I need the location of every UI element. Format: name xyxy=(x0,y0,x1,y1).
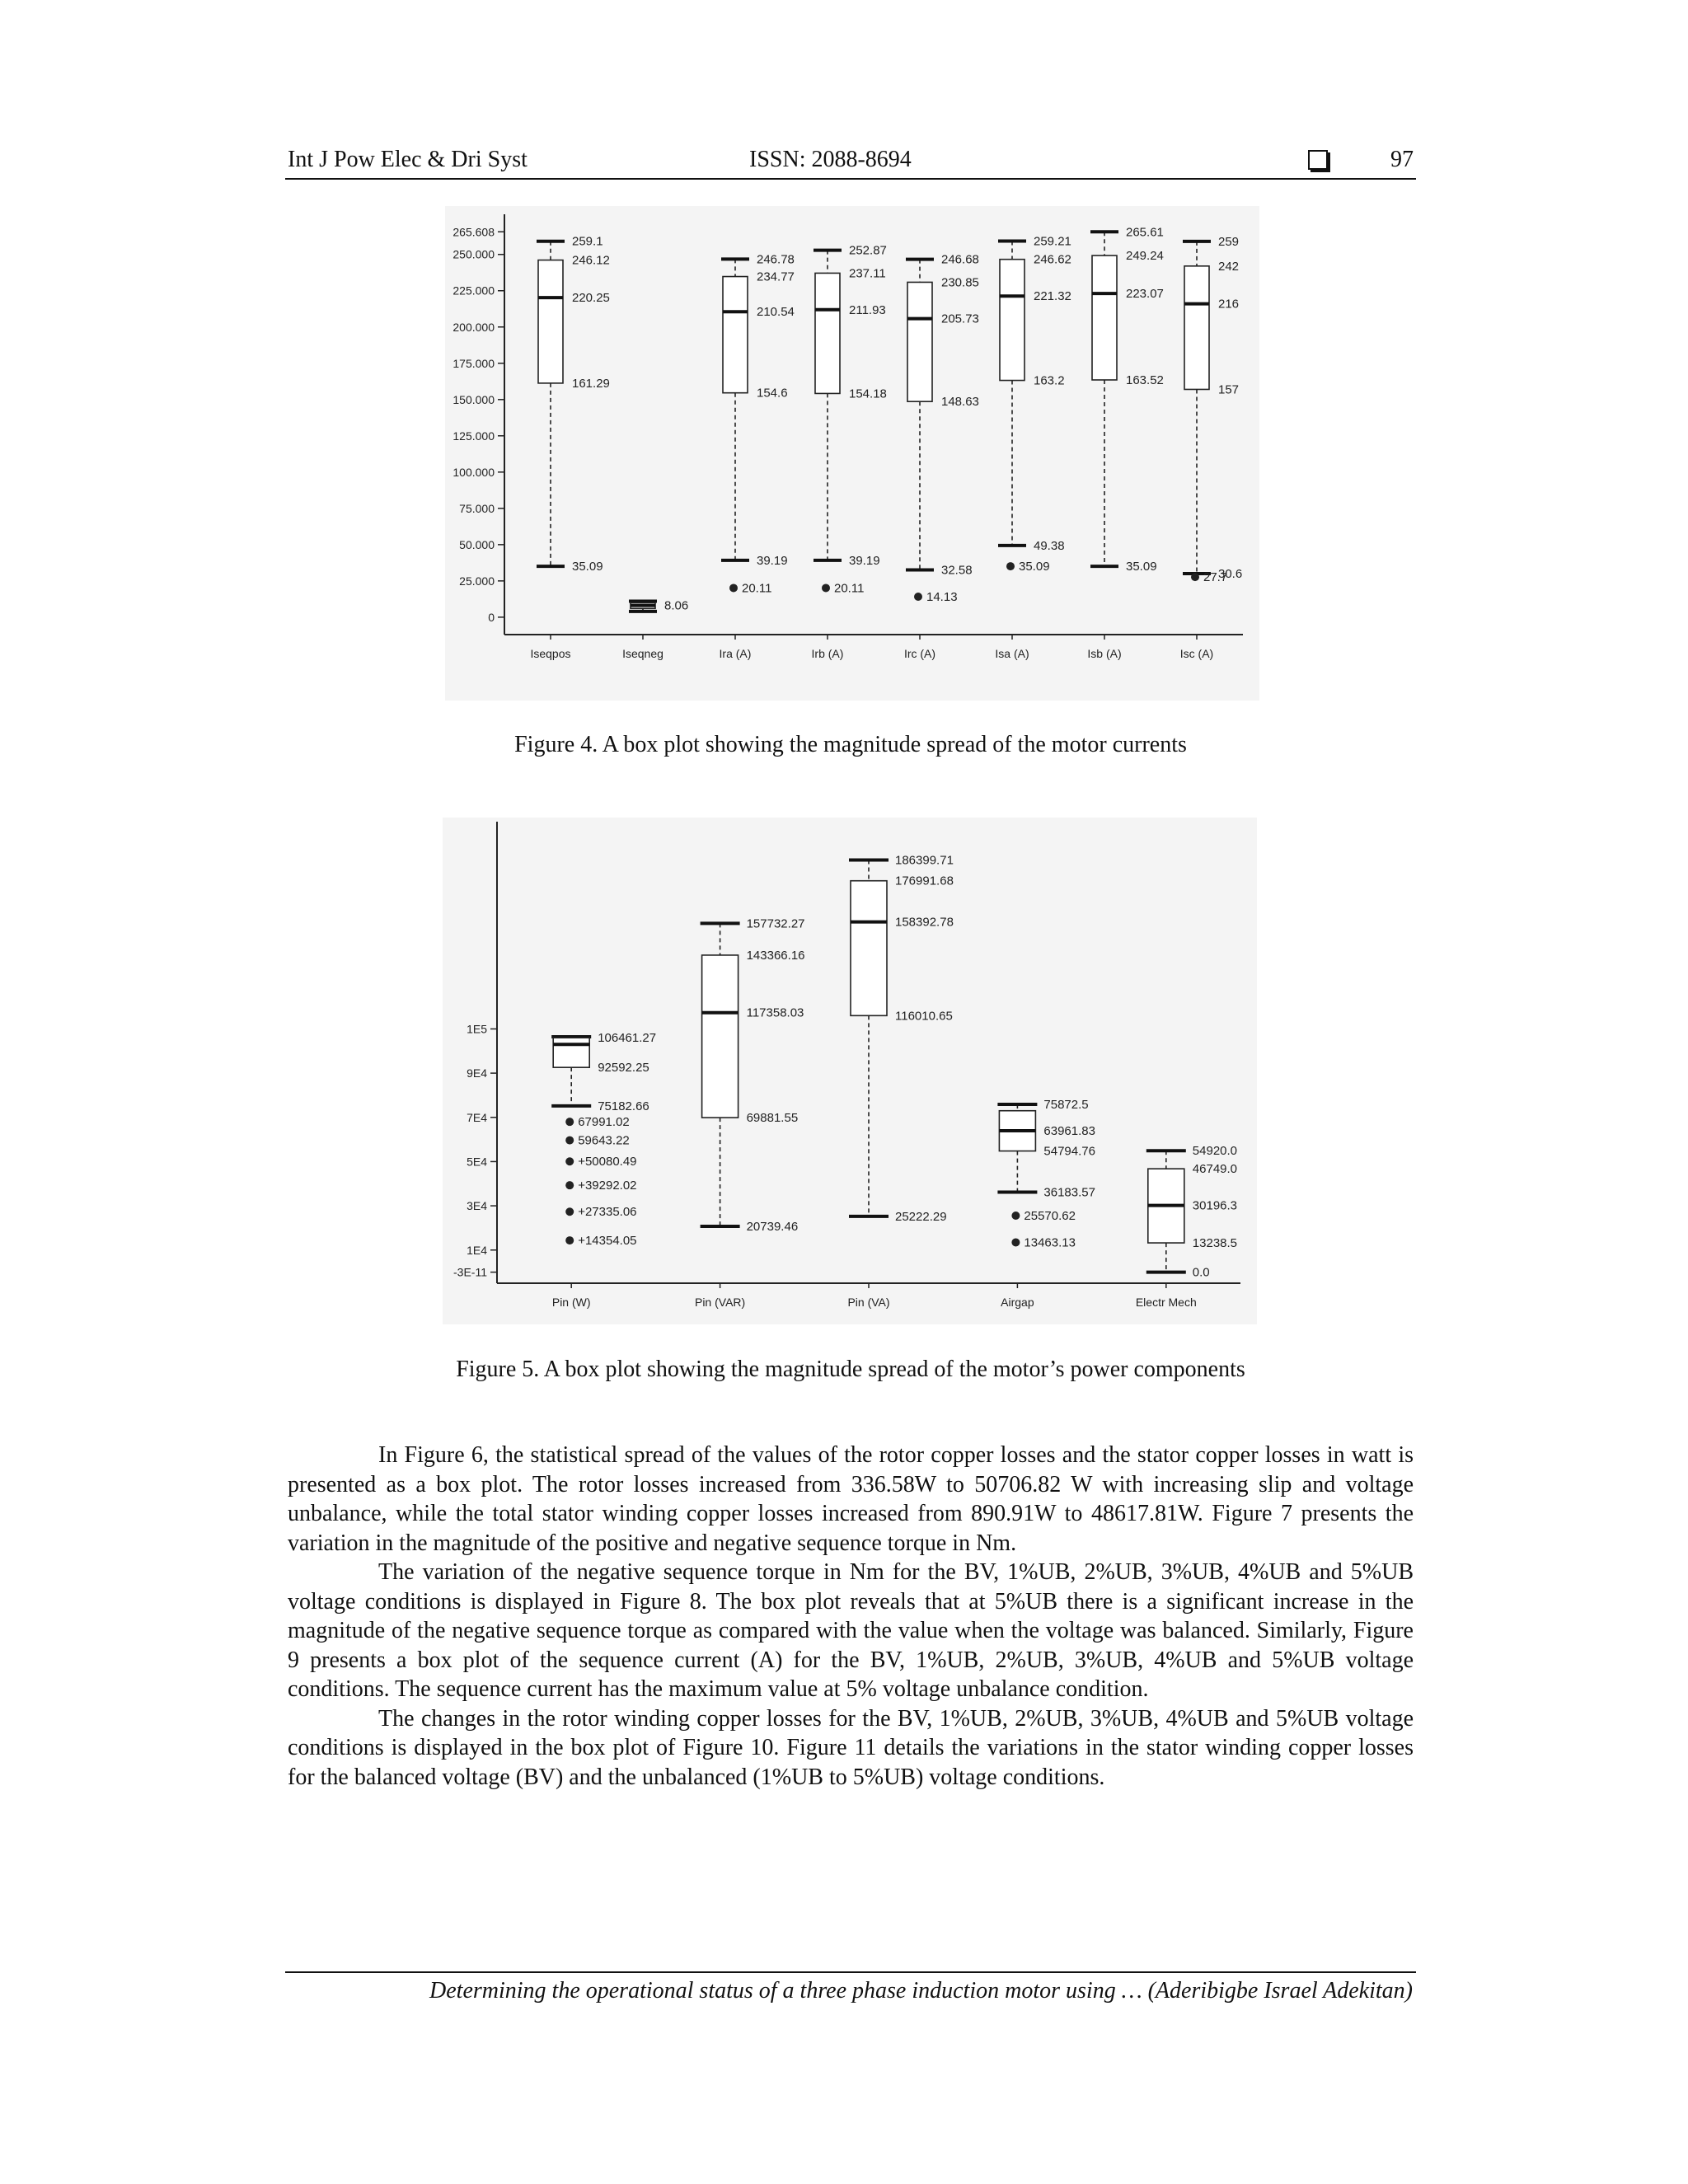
iqr-box xyxy=(723,277,748,393)
x-tick-label: Ira (A) xyxy=(719,647,752,660)
max-value-label: 186399.71 xyxy=(895,853,954,868)
issn: ISSN: 2088-8694 xyxy=(749,147,912,172)
outlier-label: +50080.49 xyxy=(578,1155,637,1169)
y-tick-label: 125.000 xyxy=(452,429,495,443)
x-tick-label: Pin (VAR) xyxy=(694,1296,746,1309)
q3-value-label: 230.85 xyxy=(941,275,979,290)
min-value-label: 75182.66 xyxy=(598,1099,649,1113)
iqr-box xyxy=(1184,266,1209,390)
max-value-label: 265.61 xyxy=(1126,225,1164,240)
min-value-label: 30.6 xyxy=(1218,567,1243,582)
median-value-label: 221.32 xyxy=(1034,289,1071,304)
min-value-label: 39.19 xyxy=(849,553,880,568)
max-value-label: 246.78 xyxy=(757,252,795,267)
y-tick-label: 100.000 xyxy=(452,465,495,479)
outlier-point xyxy=(565,1181,574,1189)
median-value-label: 220.25 xyxy=(572,291,610,306)
q3-value-label: 237.11 xyxy=(849,266,886,281)
min-value-label: 32.58 xyxy=(941,563,973,578)
figure-4-caption: Figure 4. A box plot showing the magnitude spread of the motor currents xyxy=(514,732,1187,757)
journal-name: Int J Pow Elec & Dri Syst xyxy=(288,147,528,172)
max-value-label: 252.87 xyxy=(849,243,887,258)
y-tick-label: 250.000 xyxy=(452,247,495,261)
median-value-label: 216 xyxy=(1218,297,1240,312)
q1-value-label: 163.2 xyxy=(1034,373,1065,388)
iqr-box xyxy=(538,260,563,383)
outlier-label: 13463.13 xyxy=(1024,1235,1076,1250)
x-tick-label: Irb (A) xyxy=(811,647,844,660)
q3-value-label: 249.24 xyxy=(1126,249,1164,264)
x-tick-label: Airgap xyxy=(1001,1296,1034,1309)
q1-value-label: 148.63 xyxy=(941,395,979,410)
y-tick-label: 150.000 xyxy=(452,392,495,406)
x-tick-label: Pin (VA) xyxy=(847,1296,890,1309)
q3-value-label: 106461.27 xyxy=(598,1031,657,1046)
outlier-point xyxy=(565,1137,574,1145)
max-value-label: 259 xyxy=(1218,234,1240,249)
outlier-point xyxy=(565,1157,574,1165)
figure-5-chart xyxy=(443,818,1257,1324)
outlier-point xyxy=(1191,573,1199,581)
y-tick-label: 9E4 xyxy=(467,1066,487,1080)
q3-value-label: 143366.16 xyxy=(746,948,805,963)
median-value-label: 205.73 xyxy=(941,312,979,326)
footer-rule xyxy=(285,1971,1416,1973)
iqr-box xyxy=(851,881,887,1016)
outlier-label: 35.09 xyxy=(1019,560,1050,574)
q1-value-label: 13238.5 xyxy=(1192,1236,1238,1251)
q1-value-label: 92592.25 xyxy=(598,1061,649,1076)
outlier-point xyxy=(1011,1212,1020,1220)
header-rule xyxy=(285,178,1416,180)
q1-value-label: 163.52 xyxy=(1126,373,1164,387)
x-tick-label: Isa (A) xyxy=(995,647,1029,660)
outlier-point xyxy=(565,1118,574,1126)
page-footer: Determining the operational status of a three phase induction motor using … (Aderibigbe Israel Adekitan) xyxy=(429,1978,1413,2004)
outlier-label: +14354.05 xyxy=(578,1234,637,1249)
median-value-label: 63961.83 xyxy=(1043,1123,1095,1138)
x-tick-label: Electr Mech xyxy=(1135,1296,1197,1309)
q1-value-label: 54794.76 xyxy=(1043,1144,1095,1159)
outlier-label: 20.11 xyxy=(742,581,772,596)
median-value-label: 211.93 xyxy=(849,302,886,317)
paragraph-1: In Figure 6, the statistical spread of the values of the rotor copper losses and the stator copper losses in watt is presented as a box plot. The rotor losses increased from 336.58W to 50706.82 W with increasing slip and voltage unbalance, while the total stator winding copper losses increased from 890.91W to 48617.81W. Figure 7 presents the variation in the magnitude of the positive and negative sequence torque in Nm. xyxy=(288,1442,1414,1556)
q1-value-label: 157 xyxy=(1218,382,1240,397)
y-tick-label: 75.000 xyxy=(459,501,495,515)
y-tick-label: 3E4 xyxy=(467,1199,487,1213)
x-tick-label: Isb (A) xyxy=(1087,647,1122,660)
median-value-label: 223.07 xyxy=(1126,287,1164,302)
median-value-label: 210.54 xyxy=(757,305,795,320)
min-value-label: 35.09 xyxy=(1126,560,1157,574)
page-header xyxy=(288,147,1415,180)
x-tick-label: Iseqneg xyxy=(622,647,663,660)
y-tick-label: 5E4 xyxy=(467,1155,487,1169)
max-value-label: 246.68 xyxy=(941,252,979,267)
iqr-box xyxy=(702,955,738,1118)
q3-value-label: 176991.68 xyxy=(895,874,954,888)
q3-value-label: 234.77 xyxy=(757,269,795,284)
iqr-box xyxy=(1000,260,1025,381)
max-value-label: 259.21 xyxy=(1034,234,1071,249)
outlier-point xyxy=(1006,562,1015,570)
paragraph-3: The changes in the rotor winding copper losses for the BV, 1%UB, 2%UB, 3%UB, 4%UB and 5%UB voltage conditions is displayed in the box plot of Figure 10. Figure 11 details the variations in the stator winding copper losses for the balanced voltage (BV) and the unbalanced (1%UB to 5%UB) voltage conditions. xyxy=(288,1705,1414,1790)
outlier-label: 25570.62 xyxy=(1024,1208,1076,1223)
q1-value-label: 69881.55 xyxy=(746,1111,799,1126)
outlier-label: 14.13 xyxy=(926,589,958,604)
page-number: 97 xyxy=(1390,147,1414,172)
outlier-label: 67991.02 xyxy=(578,1115,630,1130)
x-tick-label: Iseqpos xyxy=(530,647,571,660)
min-value-label: 20739.46 xyxy=(746,1219,799,1234)
outlier-label: +39292.02 xyxy=(578,1179,637,1193)
max-value-label: 259.1 xyxy=(572,234,603,249)
outlier-label: 59643.22 xyxy=(578,1133,630,1148)
outlier-point xyxy=(1011,1238,1020,1246)
q1-value-label: 154.6 xyxy=(757,386,788,401)
max-value-label: 54920.0 xyxy=(1192,1144,1238,1159)
min-value-label: 39.19 xyxy=(757,553,788,568)
min-value-label: 25222.29 xyxy=(895,1209,947,1224)
max-value-label: 75872.5 xyxy=(1043,1098,1089,1113)
iqr-box xyxy=(553,1038,589,1067)
y-tick-label: 200.000 xyxy=(452,320,495,334)
q1-value-label: 154.18 xyxy=(849,387,887,401)
y-tick-label: 265.608 xyxy=(452,225,495,239)
square-icon xyxy=(1308,150,1328,170)
outlier-point xyxy=(565,1207,574,1216)
x-tick-label: Pin (W) xyxy=(551,1296,591,1309)
paragraph-2: The variation of the negative sequence torque in Nm for the BV, 1%UB, 2%UB, 3%UB, 4%UB and 5%UB voltage conditions is displayed in Figure 8. The box plot reveals that at 5%UB there is a significant increase in the magnitude of the negative sequence torque as compared with the value when the voltage was balanced. Similarly, Figure 9 presents a box plot of the sequence current (A) for the BV, 1%UB, 2%UB, 3%UB, 4%UB and 5%UB voltage conditions. The sequence current has the maximum value at 5% voltage unbalance condition. xyxy=(288,1559,1414,1702)
figure-5 xyxy=(443,818,1257,1324)
min-value-label: 49.38 xyxy=(1034,538,1065,553)
median-value-label: 8.06 xyxy=(664,598,689,613)
outlier-label: +27335.06 xyxy=(578,1205,637,1220)
median-value-label: 117358.03 xyxy=(746,1005,804,1020)
x-tick-label: Isc (A) xyxy=(1179,647,1214,660)
median-value-label: 158392.78 xyxy=(895,915,954,930)
y-tick-label: 1E5 xyxy=(467,1022,487,1036)
outlier-point xyxy=(914,593,922,601)
outlier-point xyxy=(565,1236,574,1244)
y-tick-label: 0 xyxy=(488,610,495,624)
y-tick-label: 50.000 xyxy=(459,537,495,551)
body-text xyxy=(288,1441,1414,1792)
y-tick-label: 1E4 xyxy=(467,1243,487,1257)
figure-4-chart xyxy=(445,206,1259,701)
min-value-label: 35.09 xyxy=(572,560,603,574)
median-value-label: 30196.3 xyxy=(1192,1198,1238,1213)
iqr-box xyxy=(815,273,840,393)
figure-4 xyxy=(445,206,1259,701)
outlier-point xyxy=(822,583,830,592)
min-value-label: 0.0 xyxy=(1192,1265,1210,1280)
outlier-label: 27.7 xyxy=(1203,570,1228,585)
y-tick-label: 25.000 xyxy=(459,574,495,588)
q1-value-label: 116010.65 xyxy=(895,1009,953,1024)
iqr-box xyxy=(907,282,932,401)
iqr-box xyxy=(1092,255,1117,380)
figure-5-caption: Figure 5. A box plot showing the magnitude spread of the motor’s power components xyxy=(456,1357,1245,1382)
min-value-label: 36183.57 xyxy=(1043,1185,1095,1200)
y-tick-label: 175.000 xyxy=(452,356,495,370)
x-tick-label: Irc (A) xyxy=(903,647,936,660)
q3-value-label: 46749.0 xyxy=(1192,1162,1238,1177)
y-tick-label: -3E-11 xyxy=(453,1265,487,1279)
y-tick-label: 7E4 xyxy=(467,1110,487,1124)
q3-value-label: 246.62 xyxy=(1034,252,1071,267)
q1-value-label: 161.29 xyxy=(572,376,610,391)
q3-value-label: 242 xyxy=(1218,259,1240,274)
max-value-label: 157732.27 xyxy=(746,916,805,931)
y-tick-label: 225.000 xyxy=(452,284,495,298)
q3-value-label: 246.12 xyxy=(572,253,610,268)
outlier-label: 20.11 xyxy=(834,581,865,596)
outlier-point xyxy=(729,583,738,592)
